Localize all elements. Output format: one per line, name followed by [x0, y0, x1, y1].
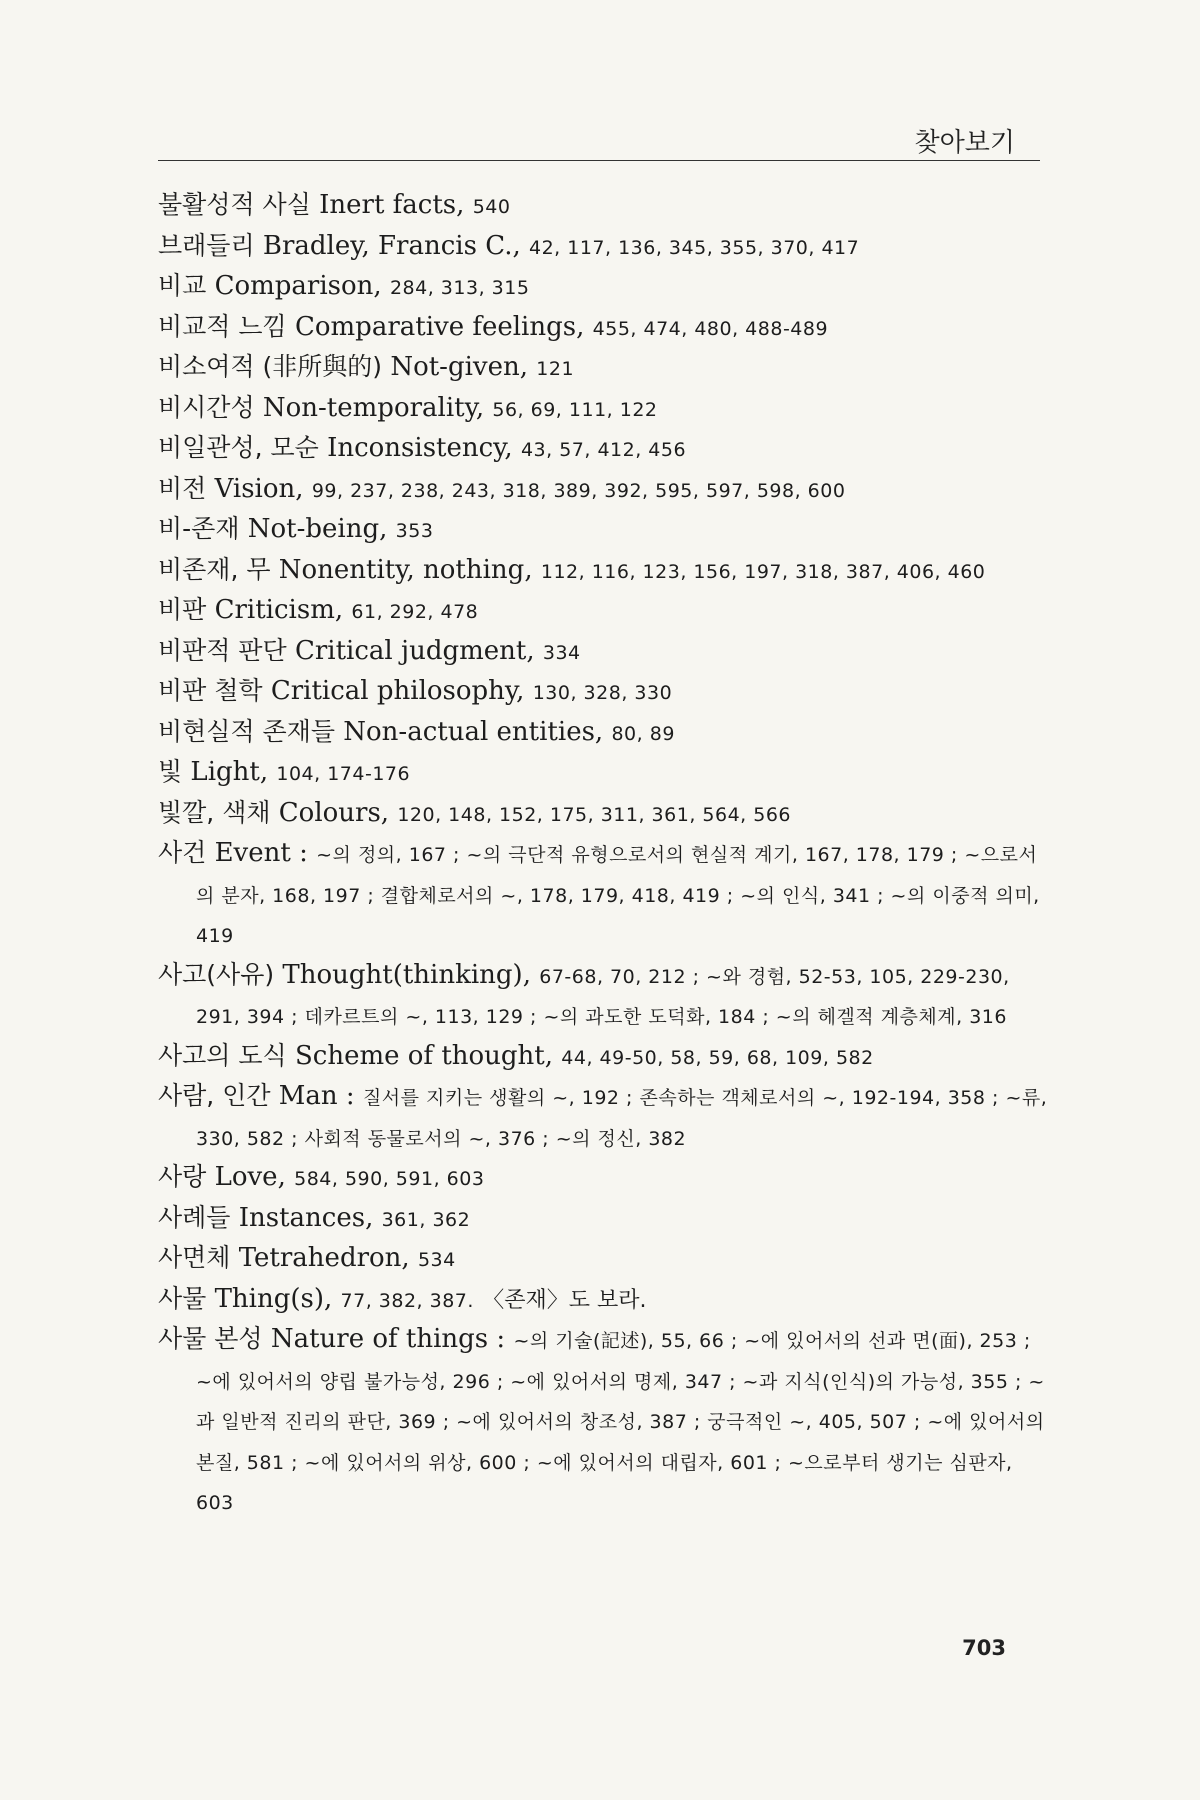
entry-korean-term: 빛깔, 색채 [158, 797, 271, 827]
entry-locators: ~의 기술(記述), 55, 66 ; ~에 있어서의 선과 면(面), 253 ; ~에 있어서의 양립 불가능성, 296 ; ~에 있어서의 명제, 347 ; ~과 지식(인식)의 가능성, 355 ; ~과 일반적 진리의 판단, 369 ; ~에 있어서의 창조성, 387 ; 궁극적인 ~, 405, 507 ; ~에 있어서의 본질, 581 ; ~에 있어서의 위상, 600 ; ~에 있어서의 대립자, 601 ; ~으로부터 생기는 심판자, 603 [196, 1330, 1045, 1514]
entry-english-term: Non-temporality, [262, 392, 485, 423]
entry-korean-term: 사람, 인간 [158, 1081, 271, 1110]
index-entry [158, 551, 1048, 592]
entry-english-term: Comparison, [214, 271, 382, 301]
entry-locators: 67-68, 70, 212 ; ~와 경험, 52-53, 105, 229-230, 291, 394 ; 데카르트의 ~, 113, 129 ; ~의 과도한 도덕화, 184 ; ~의 헤겔적 계층체계, 316 [196, 965, 1010, 1028]
entry-korean-term: 비소여적 (非所與的) [158, 352, 383, 381]
entry-korean-term: 비판 [158, 595, 207, 624]
entry-korean-term: 사례들 [158, 1202, 231, 1232]
entry-english-term: Comparative feelings, [294, 311, 585, 342]
index-entry [158, 267, 1048, 308]
index-entry [158, 713, 1048, 754]
entry-locators: 540 [472, 196, 511, 218]
entry-korean-term: 비전 [158, 473, 207, 503]
entry-english-term: Critical philosophy, [270, 676, 525, 706]
entry-english-term: Instances, [238, 1202, 374, 1233]
entry-english-term: Nature of things : [270, 1324, 506, 1354]
entry-locators: 질서를 지키는 생활의 ~, 192 ; 존속하는 객체로서의 ~, 192-194, 358 ; ~류, 330, 582 ; 사회적 동물로서의 ~, 376 ; ~의 정신, 382 [196, 1087, 1048, 1150]
entry-english-term: Not-being, [247, 514, 388, 544]
index-entry [158, 1077, 1048, 1158]
entry-korean-term: 불활성적 사실 [158, 190, 311, 219]
entry-english-term: Critical judgment, [294, 635, 535, 666]
index-entry [158, 1199, 1048, 1240]
entry-korean-term: 빛 [158, 757, 183, 786]
entry-korean-term: 비판 철학 [158, 676, 263, 705]
entry-english-term: Non-actual entities, [343, 716, 604, 747]
index-entry [158, 753, 1048, 794]
index-entry [158, 672, 1048, 713]
entry-english-term: Criticism, [214, 595, 344, 625]
entry-english-term: Event : [214, 838, 308, 868]
entry-korean-term: 비교적 느낌 [158, 311, 287, 341]
entry-locators: 56, 69, 111, 122 [492, 398, 658, 421]
entry-locators: ~의 정의, 167 ; ~의 극단적 유형으로서의 현실적 계기, 167, 178, 179 ; ~으로서의 분자, 168, 197 ; 결합체로서의 ~, 178, 179, 418, 419 ; ~의 인식, 341 ; ~의 이중적 의미, 419 [196, 844, 1040, 947]
entry-locators: 121 [536, 358, 575, 380]
entry-english-term: Not-given, [390, 352, 529, 382]
entry-locators: 43, 57, 412, 456 [520, 439, 687, 461]
entry-korean-term: 사고(사유) [158, 959, 275, 989]
entry-korean-term: 비-존재 [158, 514, 240, 543]
index-entry [158, 429, 1048, 470]
entry-english-term: Love, [214, 1162, 286, 1192]
entry-english-term: Thing(s), [214, 1283, 333, 1314]
entry-korean-term: 브래들리 [158, 230, 255, 260]
entry-see-also: 〈존재〉도 보라. [482, 1287, 647, 1313]
entry-korean-term: 비시간성 [158, 392, 255, 422]
entry-korean-term: 비현실적 존재들 [158, 716, 335, 746]
entry-english-term: Nonentity, nothing, [278, 554, 533, 585]
entry-locators: 99, 237, 238, 243, 318, 389, 392, 595, 597, 598, 600 [311, 479, 846, 502]
entry-english-term: Light, [190, 757, 269, 787]
index-entry [158, 1158, 1048, 1199]
index-entry [158, 1320, 1048, 1523]
index-entry-list [158, 186, 1048, 1523]
entry-korean-term: 사건 [158, 838, 207, 867]
entry-korean-term: 비일관성, 모순 [158, 433, 319, 462]
entry-locators: 112, 116, 123, 156, 197, 318, 387, 406, 460 [540, 560, 986, 583]
entry-korean-term: 사물 [158, 1283, 207, 1313]
index-entry [158, 470, 1048, 511]
entry-locators: 42, 117, 136, 345, 355, 370, 417 [528, 236, 860, 259]
page-number: 703 [962, 1636, 1006, 1660]
entry-korean-term: 비교 [158, 271, 207, 300]
entry-english-term: Vision, [214, 473, 304, 504]
entry-locators: 534 [417, 1249, 456, 1271]
running-header: 찾아보기 [914, 128, 1015, 158]
index-entry [158, 227, 1048, 268]
entry-english-term: Thought(thinking), [282, 959, 531, 990]
header-rule [158, 160, 1040, 161]
entry-korean-term: 사랑 [158, 1162, 207, 1191]
entry-locators: 353 [395, 520, 434, 542]
index-entry [158, 591, 1048, 632]
entry-english-term: Scheme of thought, [294, 1040, 554, 1071]
index-entry [158, 389, 1048, 430]
entry-locators: 334 [542, 641, 581, 664]
entry-locators: 584, 590, 591, 603 [294, 1168, 485, 1190]
entry-locators: 80, 89 [611, 722, 675, 745]
entry-locators: 361, 362 [381, 1208, 471, 1231]
entry-korean-term: 사고의 도식 [158, 1040, 287, 1070]
entry-locators: 130, 328, 330 [532, 682, 673, 704]
entry-locators: 104, 174-176 [276, 763, 411, 785]
entry-english-term: Tetrahedron, [238, 1243, 410, 1273]
entry-english-term: Colours, [278, 797, 390, 828]
index-entry [158, 632, 1048, 673]
index-entry [158, 308, 1048, 349]
entry-english-term: Bradley, Francis C., [262, 230, 521, 261]
entry-locators: 455, 474, 480, 488-489 [592, 317, 829, 340]
entry-english-term: Man : [278, 1081, 355, 1111]
entry-english-term: Inconsistency, [327, 433, 513, 463]
entry-korean-term: 사면체 [158, 1243, 231, 1272]
entry-korean-term: 비판적 판단 [158, 635, 287, 665]
entry-locators: 77, 382, 387. [340, 1289, 474, 1312]
entry-english-term: Inert facts, [319, 190, 465, 220]
entry-locators: 44, 49-50, 58, 59, 68, 109, 582 [561, 1046, 874, 1069]
entry-locators: 61, 292, 478 [351, 601, 479, 623]
entry-locators: 120, 148, 152, 175, 311, 361, 564, 566 [397, 803, 792, 826]
entry-locators: 284, 313, 315 [389, 277, 530, 299]
index-entry [158, 1239, 1048, 1280]
index-entry [158, 1280, 1048, 1321]
index-entry [158, 834, 1048, 956]
entry-korean-term: 사물 본성 [158, 1324, 263, 1353]
entry-korean-term: 비존재, 무 [158, 554, 271, 584]
index-entry [158, 510, 1048, 551]
index-entry [158, 794, 1048, 835]
index-entry [158, 186, 1048, 227]
index-entry [158, 956, 1048, 1037]
index-entry [158, 1037, 1048, 1078]
index-entry [158, 348, 1048, 389]
